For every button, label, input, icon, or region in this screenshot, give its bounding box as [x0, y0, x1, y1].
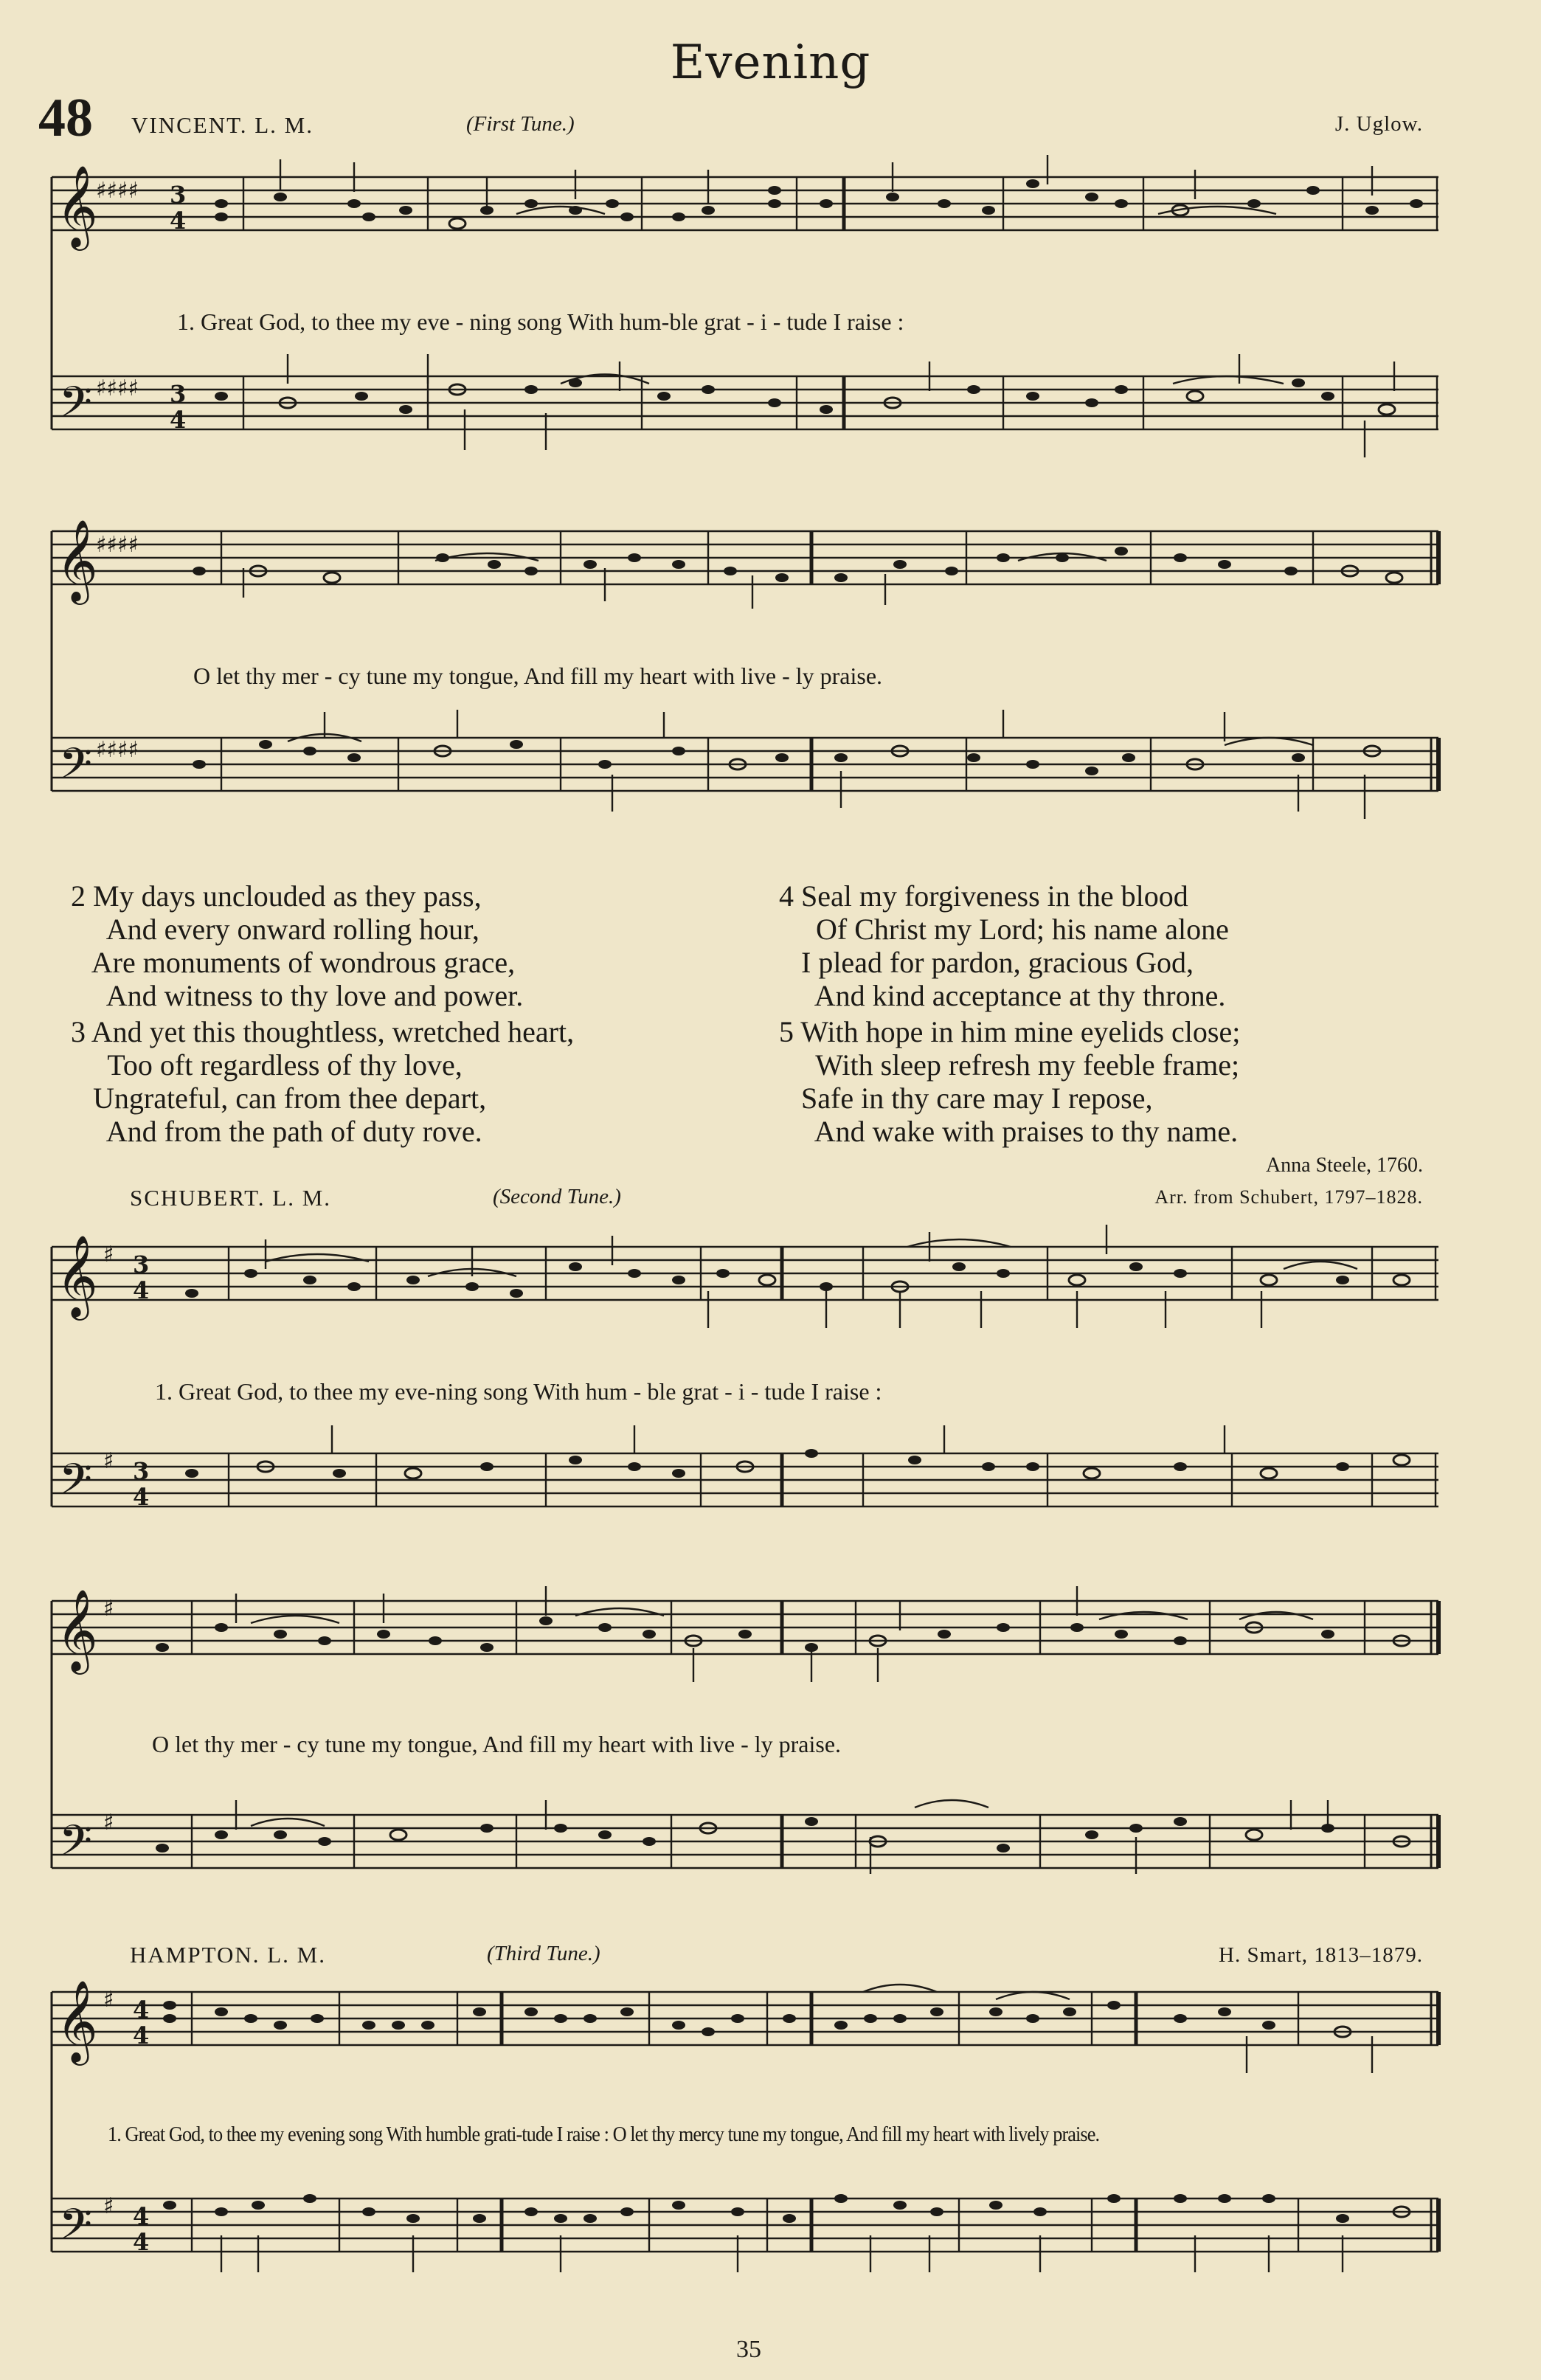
schubert-lyric-line-2: O let thy mer - cy tune my tongue, And fill my heart with live - ly praise.	[152, 1731, 842, 1757]
svg-text:𝄞: 𝄞	[56, 519, 98, 601]
verse-5: 5 With hope in him mine eyelids close; With sleep refresh my feeble frame; Safe in thy care may I repose, And wake with praises to thy name.	[779, 1015, 1241, 1148]
svg-text:4: 4	[170, 207, 187, 235]
tune-label-third: (Third Tune.)	[487, 1942, 600, 1965]
svg-text:4: 4	[133, 1996, 150, 2024]
svg-text:4: 4	[133, 2021, 150, 2049]
svg-text:♯: ♯	[103, 1596, 114, 1622]
svg-text:4: 4	[133, 2228, 150, 2256]
composer-vincent: J. Uglow.	[1334, 112, 1423, 136]
composer-schubert: Arr. from Schubert, 1797–1828.	[1154, 1186, 1423, 1208]
vincent-lyric-line-2: O let thy mer - cy tune my tongue, And fill my heart with live - ly praise.	[193, 663, 883, 689]
svg-text:♯♯♯♯: ♯♯♯♯	[96, 376, 139, 401]
svg-text:𝄞: 𝄞	[56, 1234, 98, 1317]
vincent-lyric-line-1: 1. Great God, to thee my eve - ning song With hum-ble grat - i - tude I raise :	[177, 308, 904, 335]
svg-text:♯: ♯	[103, 1810, 114, 1836]
composer-hampton: H. Smart, 1813–1879.	[1219, 1943, 1423, 1967]
page-number: 35	[736, 2336, 761, 2363]
hampton-lyric-line-1: 1. Great God, to thee my evening song With humble grati-tude I raise : O let thy mercy tune my tongue, And fill my heart with lively praise.	[108, 2123, 1100, 2146]
svg-text:3: 3	[170, 181, 187, 209]
svg-text:𝄞: 𝄞	[56, 1979, 98, 2062]
svg-text:𝄢: 𝄢	[59, 1454, 93, 1515]
tune-name-schubert: SCHUBERT. L. M.	[130, 1185, 332, 1211]
svg-text:3: 3	[170, 380, 187, 408]
svg-text:3: 3	[133, 1457, 150, 1485]
svg-text:♯♯♯♯: ♯♯♯♯	[96, 737, 139, 763]
tune-name-vincent: VINCENT. L. M.	[131, 112, 314, 138]
svg-text:♯: ♯	[103, 2193, 114, 2219]
svg-text:4: 4	[133, 1483, 150, 1511]
svg-text:𝄢: 𝄢	[59, 1816, 93, 1876]
svg-text:♯: ♯	[103, 1242, 114, 1267]
tune-label-second: (Second Tune.)	[493, 1185, 621, 1208]
svg-text:♯♯♯♯: ♯♯♯♯	[96, 532, 139, 558]
page-title: Evening	[670, 35, 871, 90]
verse-2: 2 My days unclouded as they pass, And every onward rolling hour, Are monuments of wondrous grace, And witness to thy love and power.	[71, 879, 524, 1012]
svg-text:♯: ♯	[103, 1987, 114, 2013]
svg-text:𝄞: 𝄞	[56, 165, 98, 247]
schubert-lyric-line-1: 1. Great God, to thee my eve-ning song With hum - ble grat - i - tude I raise :	[155, 1378, 882, 1405]
verse-author: Anna Steele, 1760.	[1265, 1154, 1423, 1177]
tune-name-hampton: HAMPTON. L. M.	[130, 1942, 326, 1968]
svg-text:𝄢: 𝄢	[59, 2199, 93, 2260]
verse-4: 4 Seal my forgiveness in the blood Of Christ my Lord; his name alone I plead for pardon, gracious God, And kind acceptance at thy throne.	[779, 879, 1229, 1012]
hymn-number: 48	[38, 88, 93, 148]
svg-text:4: 4	[170, 406, 187, 434]
svg-text:4: 4	[133, 1276, 150, 1304]
svg-text:𝄢: 𝄢	[59, 377, 93, 437]
tune-label-first: (First Tune.)	[466, 112, 575, 136]
verse-3: 3 And yet this thoughtless, wretched heart, Too oft regardless of thy love, Ungrateful, can from thee depart, And from the path of duty rove.	[71, 1015, 575, 1148]
svg-text:𝄞: 𝄞	[56, 1588, 98, 1671]
svg-text:♯: ♯	[103, 1448, 114, 1474]
svg-text:𝄢: 𝄢	[59, 738, 93, 799]
svg-text:3: 3	[133, 1250, 150, 1279]
svg-text:4: 4	[133, 2202, 150, 2230]
svg-text:♯♯♯♯: ♯♯♯♯	[96, 178, 139, 204]
